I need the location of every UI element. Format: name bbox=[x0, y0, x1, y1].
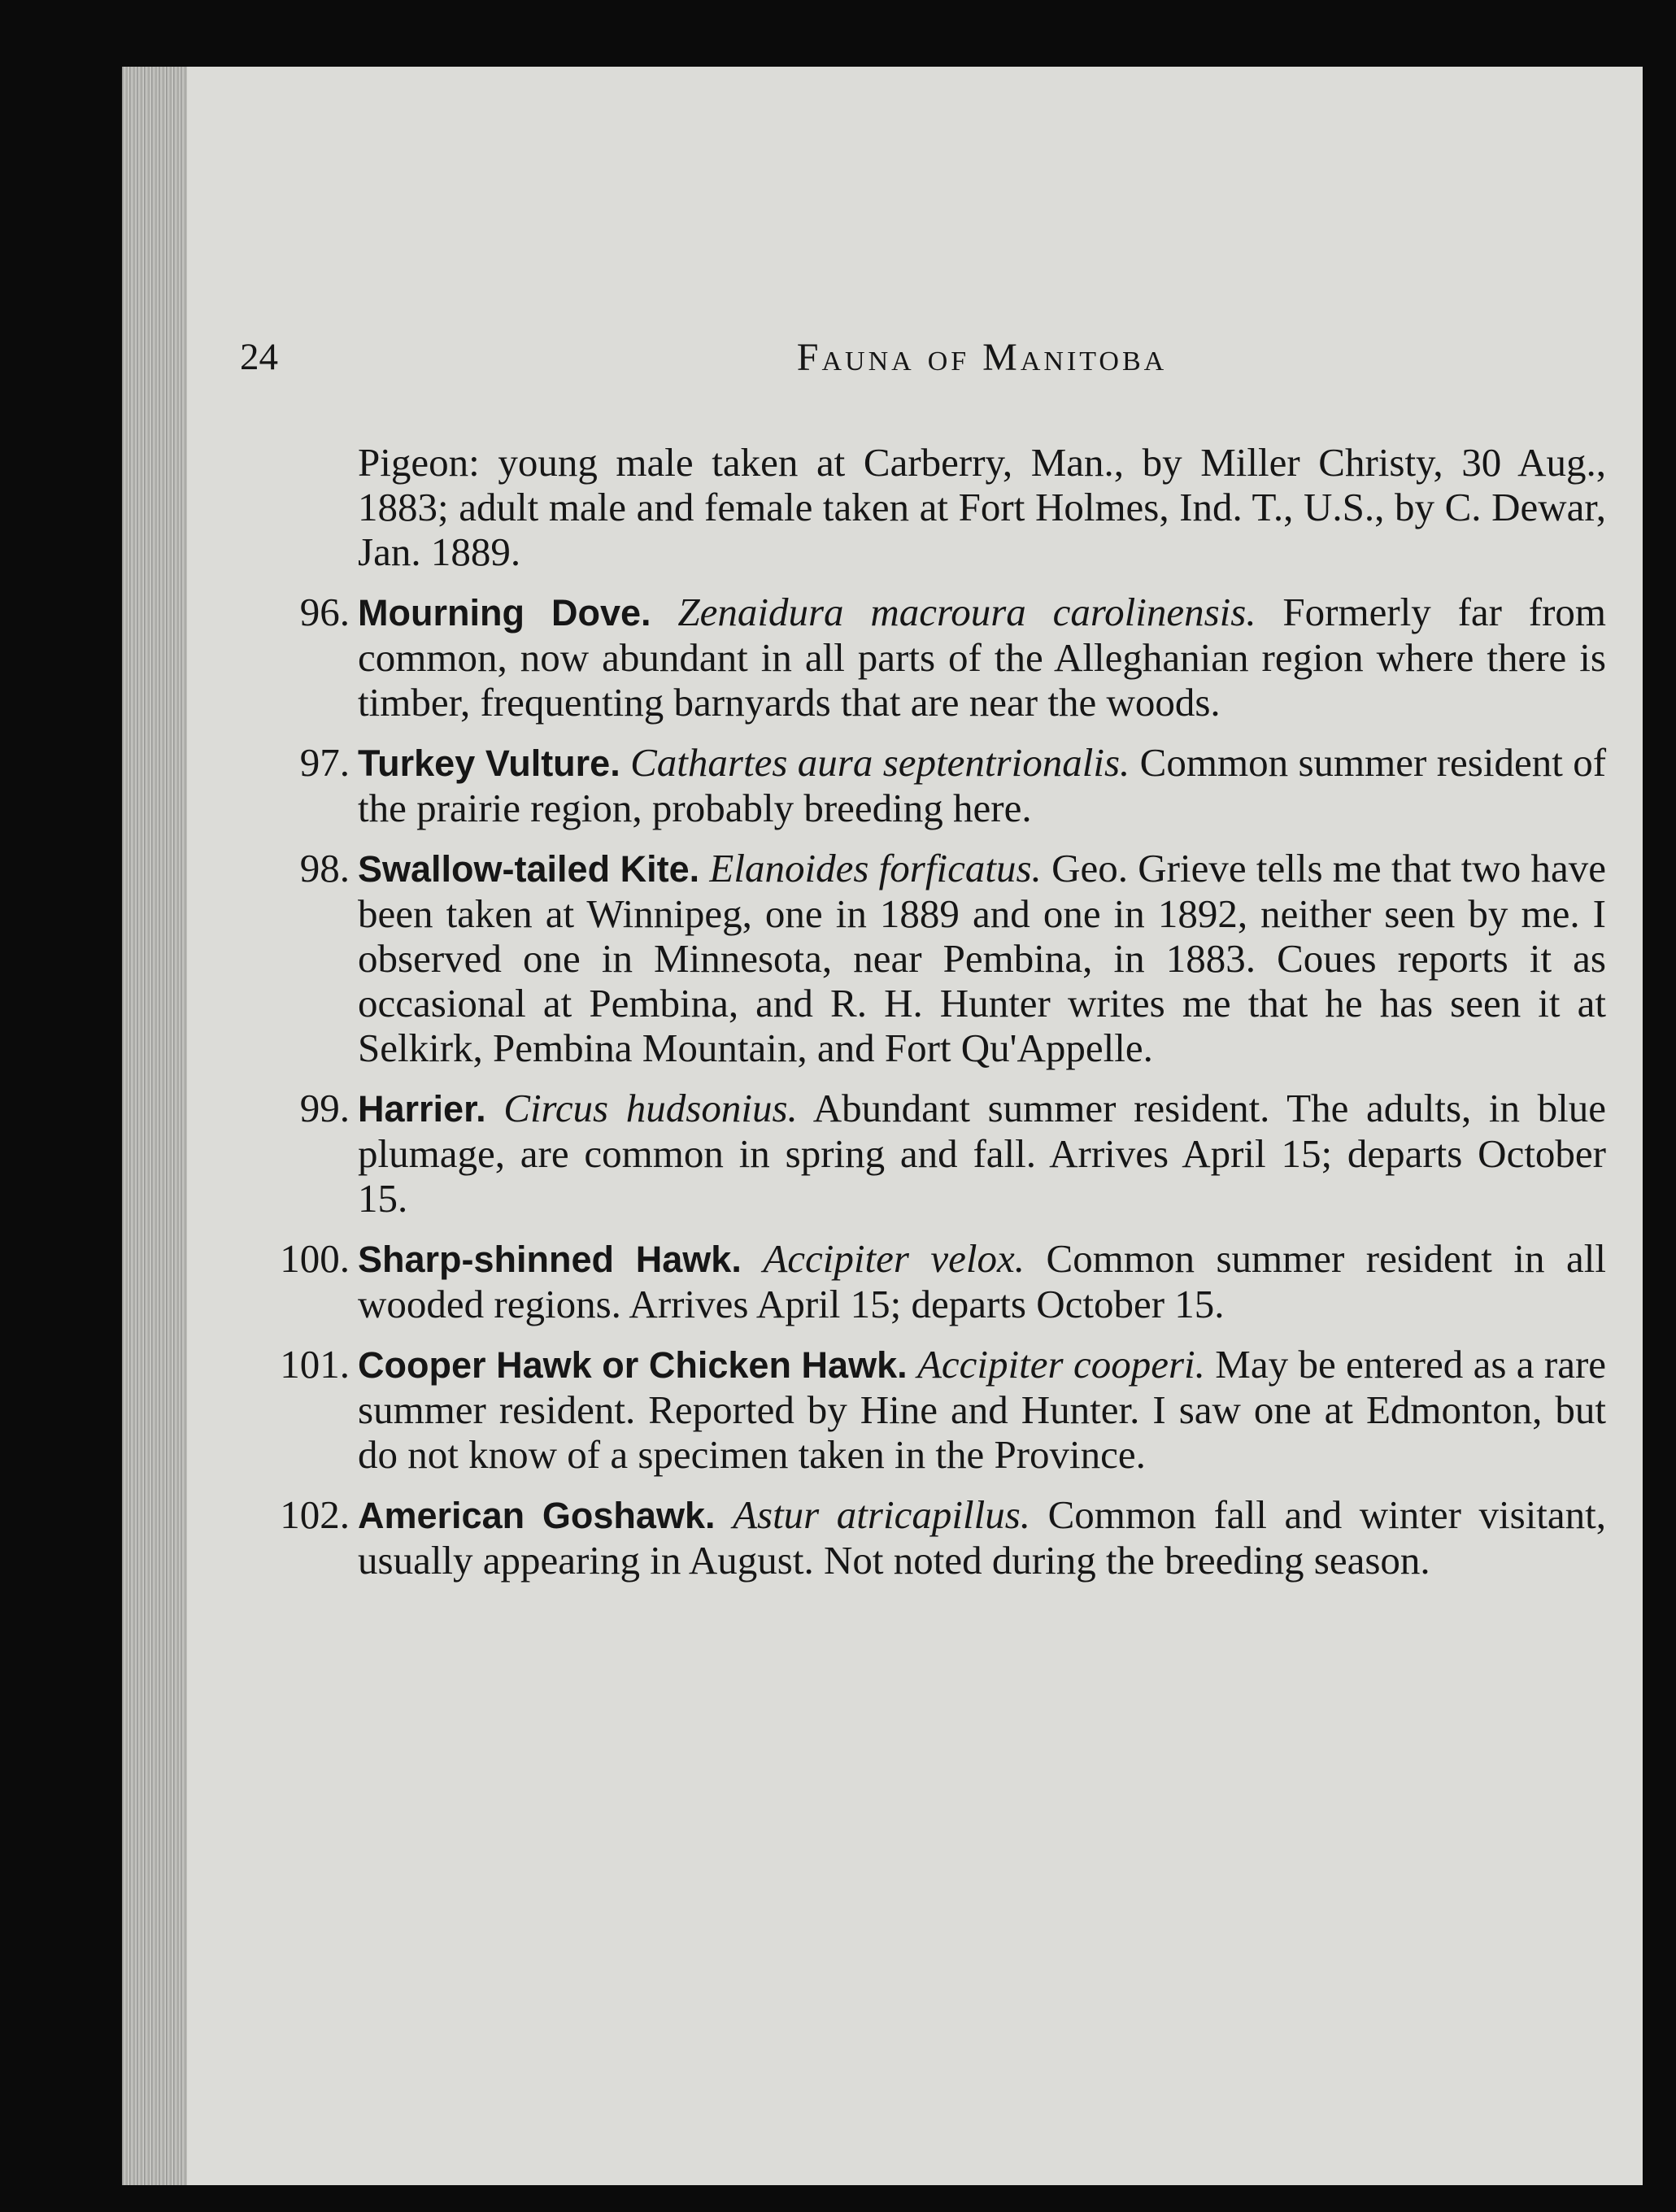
scientific-name: Cathartes aura septentrionalis. bbox=[630, 740, 1130, 785]
entry-number: 96. bbox=[299, 590, 350, 634]
common-name: Cooper Hawk or Chicken Hawk. bbox=[358, 1344, 908, 1386]
scientific-name: Accipiter velox. bbox=[763, 1236, 1025, 1281]
entry-number: 100. bbox=[280, 1236, 350, 1281]
entry-number: 102. bbox=[280, 1492, 350, 1537]
entry-97 bbox=[299, 740, 1607, 830]
entry-99 bbox=[299, 1086, 1607, 1221]
page-content bbox=[240, 327, 1607, 1598]
common-name: Mourning Dove. bbox=[358, 592, 651, 634]
book-page bbox=[122, 67, 1643, 2185]
entry-number: 97. bbox=[299, 740, 350, 785]
running-title: Fauna of Manitoba bbox=[796, 336, 1168, 379]
page-edge bbox=[122, 67, 187, 2185]
entry-number: 101. bbox=[280, 1342, 350, 1387]
entry-text: Formerly far from common, now abundant in all parts of the Alleghanian region where there is timber, frequenting barnyards that are near the woods. bbox=[358, 590, 1607, 725]
entry-text: Common summer resident of the prairie region, probably breeding here. bbox=[358, 740, 1607, 830]
entry-text: Abundant summer resident. The adults, in blue plumage, are common in spring and fall. Arrives April 15; departs October 15. bbox=[358, 1086, 1607, 1221]
entry-text: Geo. Grieve tells me that two have been taken at Winnipeg, one in 1889 and one in 1892, neither seen by me. I observed one in Minnesota, near Pembina, in 1883. Coues reports it as occasional at Pembina, and R. H. Hunter writes me that he has seen it at Selkirk, Pembina Mountain, and Fort Qu'Appelle. bbox=[358, 846, 1607, 1070]
entry-96 bbox=[299, 590, 1607, 725]
entry-98 bbox=[299, 846, 1607, 1070]
scientific-name: Accipiter cooperi. bbox=[917, 1342, 1205, 1387]
entry-102 bbox=[280, 1492, 1607, 1583]
common-name: Turkey Vulture. bbox=[358, 742, 620, 784]
running-head bbox=[240, 327, 1606, 400]
entry-number: 99. bbox=[299, 1086, 350, 1130]
entry-text: May be entered as a rare summer resident. Reported by Hine and Hunter. I saw one at Edmonton, but do not know of a specimen taken in the Province. bbox=[358, 1342, 1607, 1477]
common-name: Swallow-tailed Kite. bbox=[358, 848, 700, 890]
entry-text: Common summer resident in all wooded regions. Arrives April 15; departs October 15. bbox=[358, 1236, 1606, 1326]
common-name: Harrier. bbox=[358, 1088, 486, 1130]
entry-text: Common fall and winter visitant, usually appearing in August. Not noted during the breeding season. bbox=[358, 1492, 1607, 1583]
page-number: 24 bbox=[240, 336, 278, 378]
entry-number: 98. bbox=[299, 846, 350, 890]
common-name: Sharp-shinned Hawk. bbox=[358, 1239, 742, 1280]
entry-100 bbox=[280, 1236, 1606, 1326]
common-name: American Goshawk. bbox=[358, 1495, 716, 1536]
entry-101 bbox=[280, 1342, 1607, 1477]
scientific-name: Zenaidura macroura carolinensis. bbox=[677, 590, 1256, 634]
continuation-paragraph: Pigeon: young male taken at Carberry, Man., by Miller Christy, 30 Aug., 1883; adult male and female taken at Fort Holmes, Ind. T., U.S., by C. Dewar, Jan. 1889. bbox=[358, 440, 1606, 574]
scientific-name: Astur atricapillus. bbox=[733, 1492, 1031, 1537]
scientific-name: Circus hudsonius. bbox=[503, 1086, 798, 1130]
scientific-name: Elanoides forficatus. bbox=[709, 846, 1042, 890]
